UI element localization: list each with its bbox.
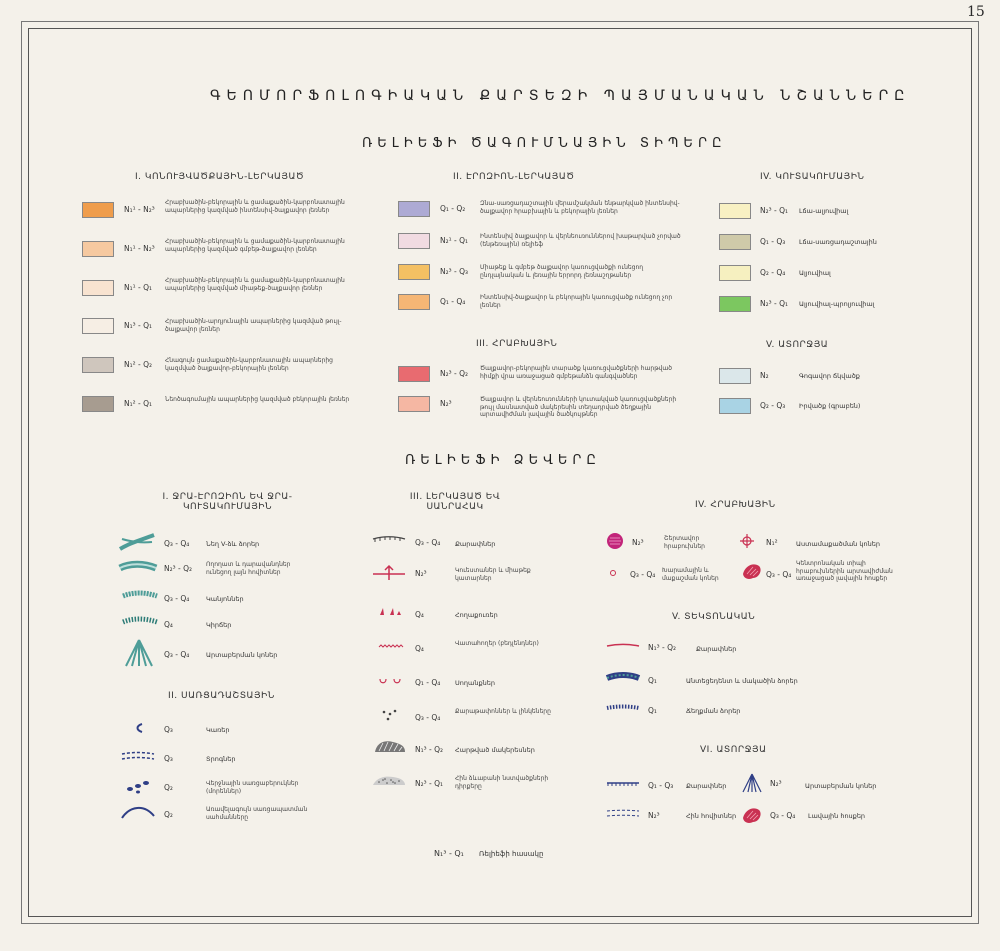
form-code: Q₃ - Q₄ xyxy=(164,594,190,603)
type-code: Q₁ - Q₂ xyxy=(440,204,466,213)
form-label: Կանյոններ xyxy=(206,595,244,603)
tectonic-scarp-symbol xyxy=(605,641,641,651)
swatch-green xyxy=(719,296,751,312)
old-sediment-symbol xyxy=(371,773,407,789)
form-code: Q₁ - Q₄ xyxy=(415,678,441,687)
form-label: Շերտավոր հրաբուխներ xyxy=(664,535,705,550)
planation-surface-symbol xyxy=(373,738,407,756)
fault-valley-symbol xyxy=(605,702,641,714)
trough-symbol xyxy=(120,750,156,762)
form-code: N₂³ - Q₂ xyxy=(164,564,193,573)
type-desc: Իրվածք (գրաբեն) xyxy=(799,402,861,410)
form-code: Q₃ - Q₄ xyxy=(415,713,441,722)
type-desc: Ալյուվիալ xyxy=(799,269,831,277)
form-label: Կառեր xyxy=(206,726,230,734)
form-label: Հին ձևաբանի նստվածքների դիրքերը xyxy=(455,775,549,790)
form-label: Կենտրոնական տիպի հրաբուխներին արտավիժման առաջացած լավային հոսքեր xyxy=(796,560,893,582)
form-code: N₂³ xyxy=(415,569,427,578)
types-group-4-title: IV. ԿՈՒՏԱԿՈՒՄԱՅԻՆ xyxy=(760,172,865,182)
type-code: N₂¹ - Q₁ xyxy=(440,236,469,245)
type-code: N₁¹ - N₂³ xyxy=(124,244,155,253)
form-label: Աստամաքածման կոներ xyxy=(796,540,880,548)
glaciation-limit-symbol xyxy=(120,802,156,820)
form-code: Q₃ - Q₄ xyxy=(164,650,190,659)
type-desc: Լճա-ալյուվիալ xyxy=(799,207,849,215)
form-code: N₂³ xyxy=(648,811,660,820)
types-group-1-title: I. ԿՈՆՈՒՅՎԱԾՔԱՅԻՆ-ԼԵՐԿԱՅԱԾ xyxy=(135,172,305,182)
forms-group-1-title-line2: ԿՈՒՏԱԿՈՒՄԱՅԻՆ xyxy=(182,502,273,512)
form-code: Q₂ xyxy=(164,810,173,819)
forms-group-3-title-line2: ՍԱՆՐԱՀԱԿ xyxy=(426,502,484,512)
form-label: Լավային հոսքեր xyxy=(808,812,866,820)
form-code: Q₄ xyxy=(164,620,173,629)
type-desc: Հրաբխածին-բեկորային և ցամաքածին-կարբոնատային ապարներից կազմված միաթեք-ծալքավոր լեռներ xyxy=(165,277,345,292)
gorge-symbol xyxy=(121,616,159,628)
form-code: Q₄ xyxy=(415,610,424,619)
swatch-grey-beige xyxy=(82,357,114,373)
type-code: Q₂ - Q₄ xyxy=(760,268,786,277)
old-valley-symbol xyxy=(605,808,641,820)
form-label: Վատահողեր (բեդլենդներ) xyxy=(455,640,539,647)
forms-group-5-title: V. ՏԵԿՏՈՆԱԿԱՆ xyxy=(672,612,756,622)
form-code: Q₂ xyxy=(164,783,173,792)
form-label: Քարափներ xyxy=(455,540,496,548)
cirque-symbol xyxy=(132,722,148,734)
form-code: Q₃ - Q₄ xyxy=(415,538,441,547)
type-code: N₂ xyxy=(760,371,769,380)
type-desc: Ծալքավոր և վերնեուռունների կուտակված կառուցվածքների թույլ մասնատված մակերեսին տեղադրված ծեղքային արտավիժման լավային ծածկույթներ xyxy=(480,396,677,418)
type-desc: Զնա-սառցադաշտային վերամշակման ենթարկված ինտենսիվ-ծալքավոր հրաբխային և բեկորային լեռներ xyxy=(480,200,680,215)
form-code: Q₄ xyxy=(415,644,424,653)
page-title: ԳԵՈՄՈՐՖՈԼՈԳԻԱԿԱՆ ՔԱՐՏԵԶԻ ՊԱՅՄԱՆԱԿԱՆ ՆՇԱՆՆԵՐԸ xyxy=(210,88,911,104)
type-desc: Ծալքավոր-բեկորային տարածք կառուցվածքների հարթված հիմքի վրա առաջացած գմբեթանձն գանգվածներ xyxy=(480,365,673,380)
cinder-cone-symbol xyxy=(608,568,618,578)
form-code: Q₃ - Q₄ xyxy=(766,570,792,579)
swatch-coral xyxy=(398,366,430,382)
types-group-5-title: V. ԱՏՈՐՋՅԱ xyxy=(766,340,829,350)
canyon-symbol xyxy=(121,590,159,602)
badlands-symbol xyxy=(377,642,405,652)
earth-pillar-symbol xyxy=(377,605,405,617)
type-desc: Հրաբխածին-բեկորային և ցամաքածին-կարբոնատային ապարներից կազմված գմբեթ-ծալքավոր լեռներ xyxy=(165,238,345,253)
type-desc: Ալյուվիալ-պրոլյուվիալ xyxy=(799,300,875,308)
swatch-orange xyxy=(82,202,114,218)
form-label: Վերջնային սառցաբերուկներ (մորեններ) xyxy=(206,780,299,795)
form-code: N₁³ - Q₂ xyxy=(648,643,677,652)
type-code: N₂³ - Q₁ xyxy=(760,206,789,215)
form-code: N₁² xyxy=(766,538,778,547)
swatch-salmon xyxy=(398,396,430,412)
form-label: Նեղ V-ձև ձորեր xyxy=(206,540,260,548)
forms-group-4-title: IV. ՀՐԱԲԽԱՅԻՆ xyxy=(695,500,776,510)
form-code: N₂³ xyxy=(632,538,644,547)
form-label: Քարափներ xyxy=(696,645,737,653)
type-desc: Լճա-սառցադաշտային xyxy=(799,238,877,246)
swatch-pale-pink xyxy=(398,233,430,249)
form-code: Q₃ - Q₄ xyxy=(630,570,656,579)
form-code: Q₁ xyxy=(648,676,657,685)
swatch-pale-blue-grey xyxy=(719,368,751,384)
form-code: Q₃ xyxy=(164,754,173,763)
type-code: N₁² - Q₁ xyxy=(124,399,153,408)
form-label: Արտաբերման կոներ xyxy=(206,651,278,659)
forms-group-6-title: VI. ԱՏՈՐՋՅԱ xyxy=(700,745,767,755)
lava-flow-symbol xyxy=(741,560,763,582)
buried-scarp-symbol xyxy=(605,779,641,789)
swatch-light-peach xyxy=(82,280,114,296)
types-group-2-title: II. ԷՐՈԶԻՈՆ-ԼԵՐԿԱՅԱԾ xyxy=(453,172,575,182)
type-desc: Ինտենսիվ-ծալքավոր և բեկորային կառուցվածք ունեցող չոր լեռներ xyxy=(480,294,673,309)
form-label: Սողանքներ xyxy=(455,679,495,687)
swatch-pale-yellow xyxy=(719,203,751,219)
form-code: N₁³ - Q₂ xyxy=(415,745,444,754)
form-label: Անտեցեդենտ և մակածին ձորեր xyxy=(686,677,798,685)
form-label: Տրոգներ xyxy=(206,755,236,763)
type-code: N₁¹ - N₂³ xyxy=(124,205,155,214)
form-label: Ճեղքման ձորեր xyxy=(686,707,741,715)
forms-group-2-title: II. ՍԱՌՑԱԴԱՇՏԱՅԻՆ xyxy=(168,691,275,701)
form-code: Q₁ xyxy=(648,706,657,715)
type-code: N₂³ - Q₂ xyxy=(440,369,469,378)
form-label: Խարամային և մաքաշման կոներ xyxy=(662,567,719,582)
type-desc: Գոգավոր ճկվածք xyxy=(799,372,860,380)
buried-lava-flow-symbol xyxy=(741,804,763,826)
age-note-code: N₁³ - Q₁ xyxy=(434,849,464,858)
type-code: Q₁ - Q₃ xyxy=(760,237,786,246)
forms-group-3-title-line1: III. ԼԵՐԿԱՅԱԾ ԵՎ xyxy=(409,492,501,502)
type-code: N₂³ - Q₃ xyxy=(440,267,469,276)
wide-valley-symbol xyxy=(118,560,158,576)
alluvial-fan-symbol xyxy=(124,638,154,668)
age-note-label: Ռելիեֆի հասակը xyxy=(479,850,544,858)
landslide-symbol xyxy=(377,676,405,686)
swatch-yellow-orange xyxy=(398,264,430,280)
swatch-khaki xyxy=(719,234,751,250)
swatch-cream xyxy=(82,318,114,334)
form-code: Q₁ - Q₃ xyxy=(648,781,674,790)
forms-group-3-title xyxy=(385,492,525,512)
type-code: N₁³ - Q₁ xyxy=(124,321,153,330)
form-code: N₂³ xyxy=(770,779,782,788)
type-code: N₁¹ - Q₁ xyxy=(124,283,153,292)
type-code: N₂³ - Q₁ xyxy=(760,299,789,308)
form-label: Ողողատ և դարավանդներ ունեցող լայն հովիտներ xyxy=(206,561,291,576)
form-label: Քարաթափոններ և լինկեները xyxy=(455,708,551,715)
type-desc: Միաթեք և գմբեթ ծալքավոր կառուցվածքի ունեցող ընդլայնական և լեռային երրորդ լեռնաշղթաներ xyxy=(480,264,644,279)
swatch-lavender xyxy=(398,201,430,217)
type-desc: Նեոծագումային ապարներից կազմված բեկորային լեռներ xyxy=(165,396,350,403)
form-label: Հողաքուռեր xyxy=(455,611,498,619)
moraine-symbol xyxy=(124,778,154,794)
page-number: 15 xyxy=(967,4,985,20)
narrow-valley-symbol xyxy=(118,533,156,551)
antecedent-valley-symbol xyxy=(605,672,641,684)
forms-group-1-title xyxy=(150,492,305,512)
extrusion-cone-symbol xyxy=(739,533,755,549)
swatch-light-orange xyxy=(398,294,430,310)
type-desc: Հնագույն ցամաքածին-կարբոնատային ապարներից կազմված ծալքավոր-բեկորային լեռներ xyxy=(165,357,333,372)
scree-symbol xyxy=(380,708,400,722)
types-group-3-title: III. ՀՐԱԲԽԱՅԻՆ xyxy=(476,339,558,349)
buried-fan-symbol xyxy=(741,772,763,794)
swatch-light-yellow xyxy=(719,265,751,281)
form-label: Արտաբերման կոներ xyxy=(805,782,877,790)
type-code: N₁² - Q₂ xyxy=(124,360,153,369)
swatch-brown-grey xyxy=(82,396,114,412)
form-code: Q₃ - Q₄ xyxy=(164,539,190,548)
type-desc: Հրաբխածին-բեկորային և ցամաքածին-կարբոնատային ապարներից կազմված ինտենսիվ-ծալքավոր լեռներ xyxy=(165,199,345,214)
form-code: N₂³ - Q₁ xyxy=(415,779,444,788)
form-label: Կուեստաներ և միաթեք կատարներ xyxy=(455,567,531,582)
forms-group-1-title-line1: I. ՋՐԱ-ԷՐՈԶԻՈՆ ԵՎ ՋՐԱ- xyxy=(162,492,293,502)
scarp-symbol xyxy=(371,533,407,545)
swatch-light-blue xyxy=(719,398,751,414)
form-label: Քարափներ xyxy=(686,782,727,790)
form-label: Առավելագույն սառցապատման սահմանները xyxy=(206,806,308,821)
cuesta-symbol xyxy=(371,562,407,582)
type-desc: Հրաբխածին-արդյունային ապարներից կազմված թույլ-ծալքավոր լեռներ xyxy=(165,318,342,333)
types-heading: ՌԵԼԻԵՖԻ ԾԱԳՈՒՄՆԱՅԻՆ ՏԻՊԵՐԸ xyxy=(362,136,727,151)
form-label: Հարթված մակերեսներ xyxy=(455,746,535,754)
form-label: Կիրճեր xyxy=(206,621,232,629)
form-code: Q₃ - Q₄ xyxy=(770,811,796,820)
form-code: Q₃ xyxy=(164,725,173,734)
type-code: Q₁ - Q₄ xyxy=(440,297,466,306)
type-code: Q₂ - Q₃ xyxy=(760,401,786,410)
type-code: N₂³ xyxy=(440,399,452,408)
stratovolcano-symbol xyxy=(605,531,625,551)
form-label: Հին հովիտներ xyxy=(686,812,737,820)
type-desc: Ինտենսիվ ծալքավոր և վերնեուռուններով խաթարված չորված (ենթեռային) ռելիեֆ xyxy=(480,233,681,248)
swatch-peach xyxy=(82,241,114,257)
forms-heading: ՌԵԼԻԵՖԻ ՁԵՎԵՐԸ xyxy=(405,453,601,468)
